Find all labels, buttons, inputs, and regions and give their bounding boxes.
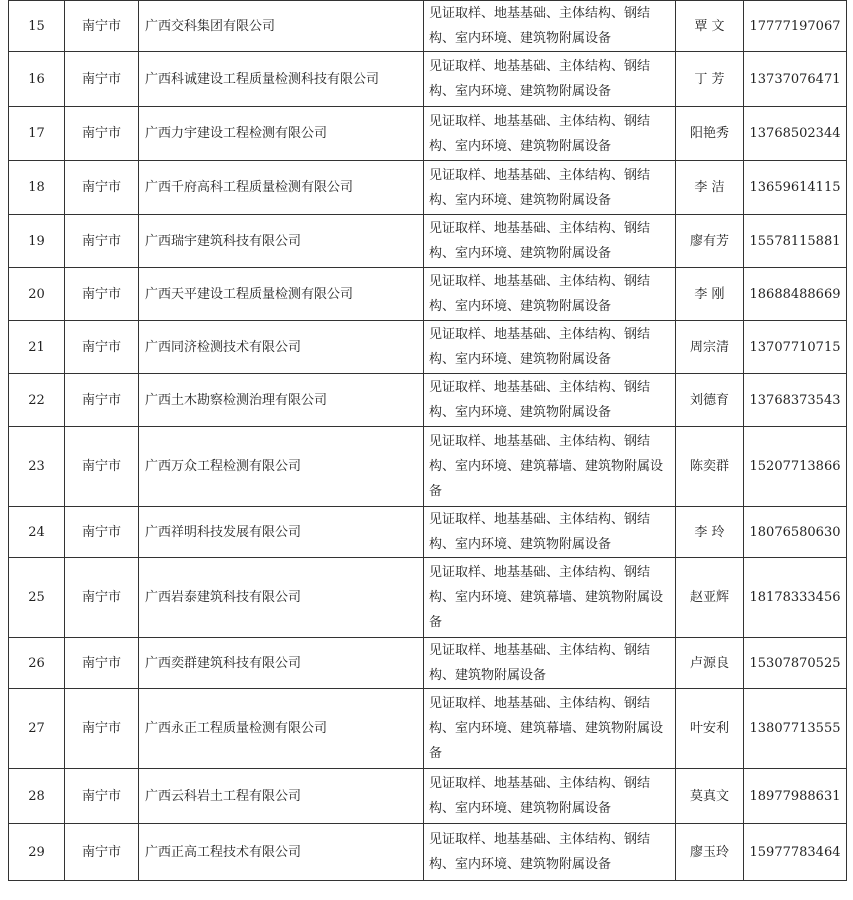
- table-row: [9, 321, 847, 374]
- row-phone: 17777197067: [744, 1, 847, 52]
- row-contact-person: 覃 文: [676, 1, 744, 52]
- row-contact-person: 李 玲: [676, 507, 744, 558]
- table-row: [9, 769, 847, 824]
- row-number: 25: [9, 558, 65, 638]
- row-phone: 13768502344: [744, 107, 847, 161]
- table-row: [9, 161, 847, 215]
- table-row: [9, 215, 847, 268]
- row-contact-person: 廖玉玲: [676, 824, 744, 881]
- row-scope: 见证取样、地基基础、主体结构、钢结构、室内环境、建筑物附属设备: [424, 507, 676, 558]
- row-scope: 见证取样、地基基础、主体结构、钢结构、室内环境、建筑幕墙、建筑物附属设备: [424, 689, 676, 769]
- row-company: 广西力宇建设工程检测有限公司: [139, 107, 424, 161]
- row-city: 南宁市: [65, 215, 139, 268]
- row-phone: 18076580630: [744, 507, 847, 558]
- row-scope: 见证取样、地基基础、主体结构、钢结构、室内环境、建筑物附属设备: [424, 1, 676, 52]
- row-scope: 见证取样、地基基础、主体结构、钢结构、室内环境、建筑物附属设备: [424, 107, 676, 161]
- row-company: 广西同济检测技术有限公司: [139, 321, 424, 374]
- row-phone: 18977988631: [744, 769, 847, 824]
- row-city: 南宁市: [65, 507, 139, 558]
- row-company: 广西正高工程技术有限公司: [139, 824, 424, 881]
- row-city: 南宁市: [65, 427, 139, 507]
- table-row: [9, 507, 847, 558]
- row-phone: 13768373543: [744, 374, 847, 427]
- row-phone: 13659614115: [744, 161, 847, 215]
- row-scope: 见证取样、地基基础、主体结构、钢结构、室内环境、建筑物附属设备: [424, 52, 676, 107]
- row-city: 南宁市: [65, 374, 139, 427]
- row-phone: 13707710715: [744, 321, 847, 374]
- row-company: 广西千府高科工程质量检测有限公司: [139, 161, 424, 215]
- row-contact-person: 李 洁: [676, 161, 744, 215]
- table-row: [9, 638, 847, 689]
- table-row: [9, 268, 847, 321]
- row-scope: 见证取样、地基基础、主体结构、钢结构、室内环境、建筑物附属设备: [424, 769, 676, 824]
- table-row: [9, 374, 847, 427]
- row-city: 南宁市: [65, 769, 139, 824]
- row-scope: 见证取样、地基基础、主体结构、钢结构、室内环境、建筑物附属设备: [424, 321, 676, 374]
- row-city: 南宁市: [65, 1, 139, 52]
- row-contact-person: 赵亚辉: [676, 558, 744, 638]
- row-number: 23: [9, 427, 65, 507]
- row-contact-person: 阳艳秀: [676, 107, 744, 161]
- row-scope: 见证取样、地基基础、主体结构、钢结构、室内环境、建筑幕墙、建筑物附属设备: [424, 558, 676, 638]
- agency-table-body: [9, 1, 847, 881]
- table-row: [9, 558, 847, 638]
- row-phone: 15977783464: [744, 824, 847, 881]
- row-phone: 18688488669: [744, 268, 847, 321]
- row-city: 南宁市: [65, 52, 139, 107]
- row-scope: 见证取样、地基基础、主体结构、钢结构、室内环境、建筑物附属设备: [424, 374, 676, 427]
- row-scope: 见证取样、地基基础、主体结构、钢结构、室内环境、建筑物附属设备: [424, 215, 676, 268]
- row-number: 15: [9, 1, 65, 52]
- row-number: 26: [9, 638, 65, 689]
- row-scope: 见证取样、地基基础、主体结构、钢结构、建筑物附属设备: [424, 638, 676, 689]
- row-scope: 见证取样、地基基础、主体结构、钢结构、室内环境、建筑物附属设备: [424, 161, 676, 215]
- row-contact-person: 莫真文: [676, 769, 744, 824]
- table-row: [9, 427, 847, 507]
- row-city: 南宁市: [65, 161, 139, 215]
- table-row: [9, 1, 847, 52]
- row-company: 广西天平建设工程质量检测有限公司: [139, 268, 424, 321]
- table-row: [9, 52, 847, 107]
- row-phone: 18178333456: [744, 558, 847, 638]
- row-contact-person: 卢源良: [676, 638, 744, 689]
- row-city: 南宁市: [65, 689, 139, 769]
- row-city: 南宁市: [65, 321, 139, 374]
- row-contact-person: 刘德育: [676, 374, 744, 427]
- row-number: 29: [9, 824, 65, 881]
- row-scope: 见证取样、地基基础、主体结构、钢结构、室内环境、建筑物附属设备: [424, 268, 676, 321]
- row-scope: 见证取样、地基基础、主体结构、钢结构、室内环境、建筑物附属设备: [424, 824, 676, 881]
- row-number: 24: [9, 507, 65, 558]
- row-contact-person: 李 刚: [676, 268, 744, 321]
- row-company: 广西科诚建设工程质量检测科技有限公司: [139, 52, 424, 107]
- row-company: 广西岩泰建筑科技有限公司: [139, 558, 424, 638]
- row-number: 28: [9, 769, 65, 824]
- row-number: 16: [9, 52, 65, 107]
- row-phone: 15207713866: [744, 427, 847, 507]
- row-scope: 见证取样、地基基础、主体结构、钢结构、室内环境、建筑幕墙、建筑物附属设备: [424, 427, 676, 507]
- row-number: 17: [9, 107, 65, 161]
- row-company: 广西土木勘察检测治理有限公司: [139, 374, 424, 427]
- row-company: 广西奕群建筑科技有限公司: [139, 638, 424, 689]
- row-company: 广西交科集团有限公司: [139, 1, 424, 52]
- row-company: 广西祥明科技发展有限公司: [139, 507, 424, 558]
- row-contact-person: 叶安利: [676, 689, 744, 769]
- table-row: [9, 824, 847, 881]
- row-company: 广西万众工程检测有限公司: [139, 427, 424, 507]
- row-city: 南宁市: [65, 107, 139, 161]
- row-company: 广西永正工程质量检测有限公司: [139, 689, 424, 769]
- row-number: 19: [9, 215, 65, 268]
- row-phone: 15307870525: [744, 638, 847, 689]
- row-company: 广西云科岩土工程有限公司: [139, 769, 424, 824]
- row-contact-person: 丁 芳: [676, 52, 744, 107]
- table-row: [9, 107, 847, 161]
- row-contact-person: 周宗清: [676, 321, 744, 374]
- row-phone: 13737076471: [744, 52, 847, 107]
- agency-table: [8, 0, 847, 881]
- row-number: 27: [9, 689, 65, 769]
- row-company: 广西瑞宇建筑科技有限公司: [139, 215, 424, 268]
- row-contact-person: 陈奕群: [676, 427, 744, 507]
- row-city: 南宁市: [65, 824, 139, 881]
- row-city: 南宁市: [65, 268, 139, 321]
- row-city: 南宁市: [65, 638, 139, 689]
- row-contact-person: 廖有芳: [676, 215, 744, 268]
- row-phone: 13807713555: [744, 689, 847, 769]
- row-number: 21: [9, 321, 65, 374]
- row-number: 18: [9, 161, 65, 215]
- table-row: [9, 689, 847, 769]
- row-phone: 15578115881: [744, 215, 847, 268]
- row-city: 南宁市: [65, 558, 139, 638]
- row-number: 22: [9, 374, 65, 427]
- row-number: 20: [9, 268, 65, 321]
